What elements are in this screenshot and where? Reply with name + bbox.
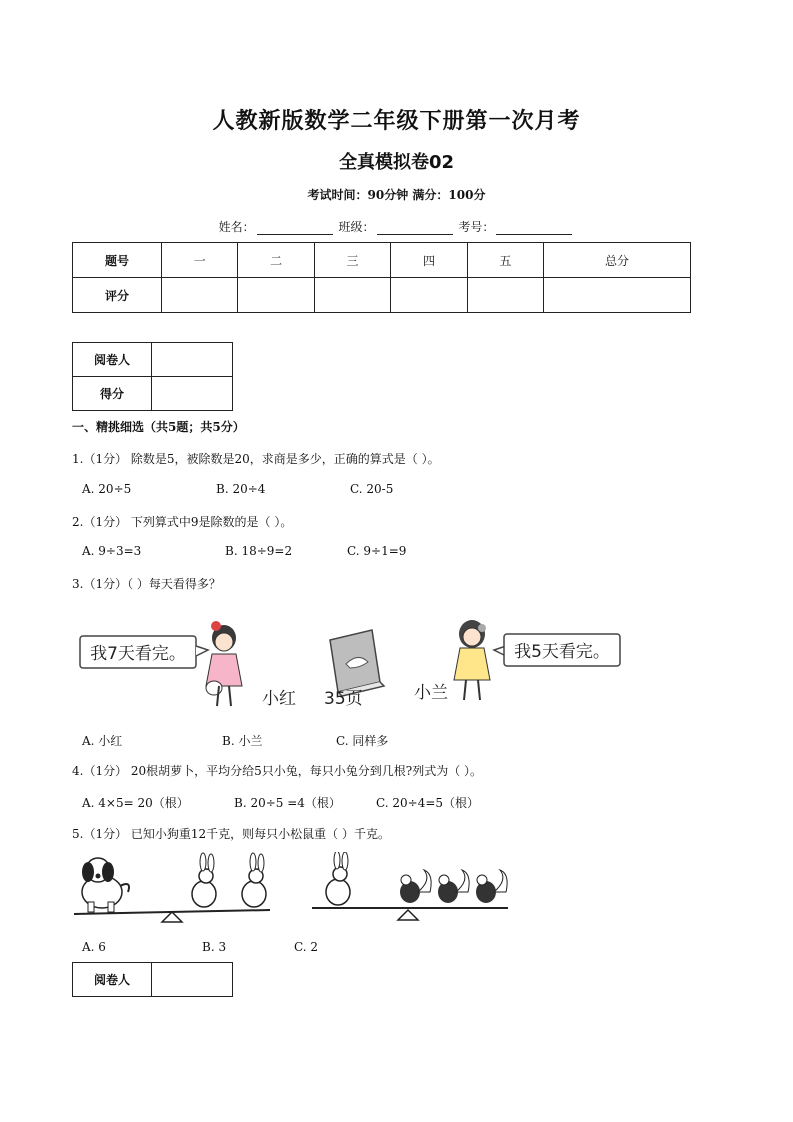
score-cell[interactable] xyxy=(467,278,543,313)
question-2: 2.（1分） 下列算式中9是除数的是（ ）。 xyxy=(72,515,293,529)
bubble-left-text: 我7天看完。 xyxy=(90,644,186,664)
balance-fulcrum-right xyxy=(398,910,418,920)
class-blank[interactable] xyxy=(377,222,453,235)
squirrel-icon xyxy=(438,870,469,903)
option-b[interactable]: B. 3 xyxy=(202,940,227,954)
number-label: 考号： xyxy=(458,220,495,234)
student-info xyxy=(0,218,793,235)
class-label: 班级： xyxy=(338,220,375,234)
question-3: 3.（1分）（ ）每天看得多？ xyxy=(72,577,221,591)
name-left-label: 小红 xyxy=(262,689,296,709)
score-cell[interactable] xyxy=(314,278,390,313)
girl-xiaohong-icon xyxy=(206,621,242,706)
balance-figure xyxy=(72,852,512,924)
option-c[interactable]: C. 2 xyxy=(294,940,319,954)
score-value-cell[interactable] xyxy=(152,377,233,411)
option-a[interactable]: A. 4×5= 20（根） xyxy=(82,796,189,810)
question-1: 1.（1分） 除数是5，被除数是20，求商是多少，正确的算式是（ ）。 xyxy=(72,452,440,466)
reviewer-label: 阅卷人 xyxy=(73,963,152,997)
rabbit-icon xyxy=(326,852,350,905)
reading-figure xyxy=(76,606,636,722)
grader-table-2 xyxy=(72,962,233,997)
option-a[interactable]: A. 20÷5 xyxy=(82,482,132,496)
grader-table xyxy=(72,342,233,411)
score-header-cell: 总分 xyxy=(544,243,691,278)
page-title: 人教新版数学二年级下册第一次月考 xyxy=(212,109,581,134)
name-right-label: 小兰 xyxy=(414,683,448,703)
score-header-cell: 三 xyxy=(314,243,390,278)
option-c[interactable]: C. 同样多 xyxy=(336,734,389,748)
book-icon xyxy=(330,630,384,696)
score-cell[interactable] xyxy=(391,278,467,313)
reviewer-cell[interactable] xyxy=(152,963,233,997)
score-header-cell: 五 xyxy=(467,243,543,278)
score-cell[interactable] xyxy=(544,278,691,313)
score-header-cell: 题号 xyxy=(73,243,162,278)
question-5: 5.（1分） 已知小狗重12千克，则每只小松鼠重（ ）千克。 xyxy=(72,827,390,841)
balance-fulcrum-left xyxy=(162,912,182,922)
option-a[interactable]: A. 9÷3=3 xyxy=(82,544,142,558)
section-heading: 一、精挑细选（共5题；共5分） xyxy=(72,420,245,434)
question-4: 4.（1分） 20根胡萝卜，平均分给5只小兔，每只小兔分到几根?列式为（ ）。 xyxy=(72,764,483,778)
reviewer-label: 阅卷人 xyxy=(73,343,152,377)
score-header-cell: 四 xyxy=(391,243,467,278)
score-cell[interactable] xyxy=(238,278,314,313)
rabbit-icon xyxy=(192,853,216,907)
dog-icon xyxy=(82,858,129,912)
option-a[interactable]: A. 6 xyxy=(82,940,106,954)
option-a[interactable]: A. 小红 xyxy=(82,734,123,748)
option-c[interactable]: C. 20-5 xyxy=(350,482,394,496)
option-b[interactable]: B. 20÷5 =4（根） xyxy=(234,796,341,810)
reviewer-cell[interactable] xyxy=(152,343,233,377)
option-c[interactable]: C. 20÷4=5（根） xyxy=(376,796,480,810)
book-pages-label: 35页 xyxy=(324,689,363,709)
score-table xyxy=(72,242,691,313)
score-header-cell: 一 xyxy=(162,243,238,278)
score-table-score-row xyxy=(73,278,691,313)
score-cell[interactable] xyxy=(162,278,238,313)
speech-bubble-left-tail xyxy=(196,646,208,656)
option-b[interactable]: B. 小兰 xyxy=(222,734,263,748)
squirrel-icon xyxy=(400,870,431,903)
exam-info: 考试时间：90分钟 满分：100分 xyxy=(307,188,486,202)
score-label: 得分 xyxy=(73,377,152,411)
score-row-label: 评分 xyxy=(73,278,162,313)
option-b[interactable]: B. 20÷4 xyxy=(216,482,266,496)
squirrel-icon xyxy=(476,870,507,903)
score-table-header-row xyxy=(73,243,691,278)
girl-xiaolan-icon xyxy=(454,620,490,700)
number-blank[interactable] xyxy=(496,222,572,235)
page-subtitle: 全真模拟卷02 xyxy=(338,152,455,173)
score-header-cell: 二 xyxy=(238,243,314,278)
option-b[interactable]: B. 18÷9=2 xyxy=(225,544,293,558)
name-label: 姓名： xyxy=(218,220,255,234)
option-c[interactable]: C. 9÷1=9 xyxy=(347,544,407,558)
bubble-right-text: 我5天看完。 xyxy=(514,642,610,662)
name-blank[interactable] xyxy=(257,222,333,235)
rabbit-icon xyxy=(242,853,266,907)
